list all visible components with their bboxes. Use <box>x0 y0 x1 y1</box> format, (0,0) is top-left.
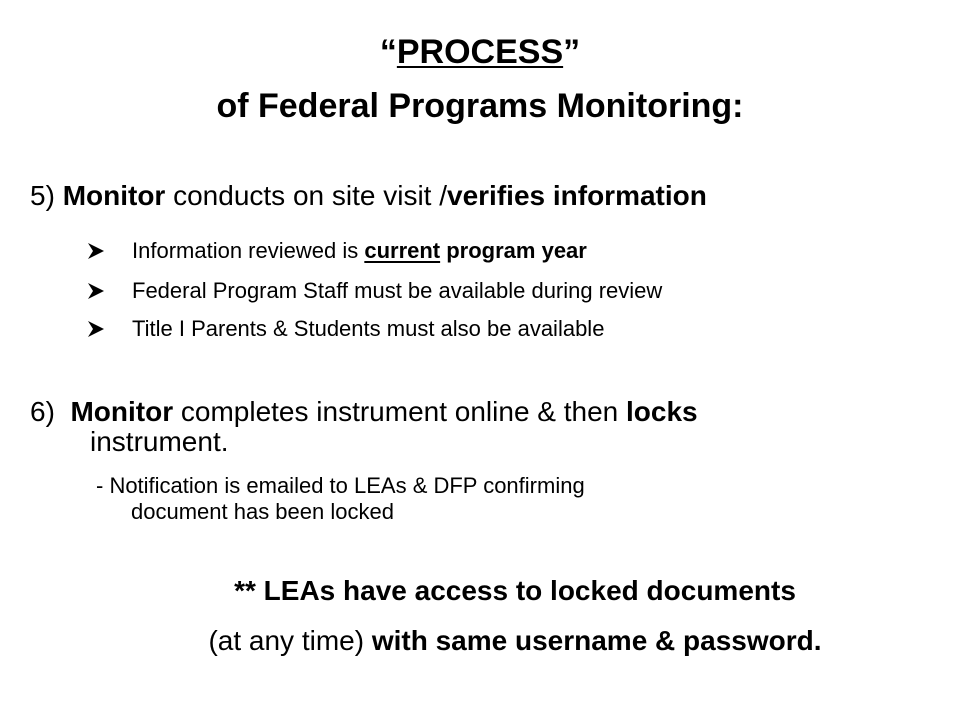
footer-line2-normal: (at any time) <box>208 625 365 656</box>
slide-title-line1 <box>0 32 960 72</box>
item-6-line2: instrument. <box>90 426 229 457</box>
arrow-bullet-icon <box>86 278 106 304</box>
item-6-line1 <box>30 396 698 428</box>
item-5-bold-verifies: verifies information <box>447 180 707 211</box>
item-5-bold-monitor: Monitor <box>62 180 166 211</box>
footer-line1: ** LEAs have access to locked documents <box>234 575 796 606</box>
title-open-quote: “ <box>379 33 397 71</box>
bullet-1-text <box>132 238 587 264</box>
item-6-note-line2: document has been locked <box>131 499 394 524</box>
footer-line2-bold: with same username & password. <box>371 625 822 656</box>
item-6-bold-monitor: Monitor <box>70 396 174 427</box>
arrow-bullet-icon <box>86 238 106 264</box>
bullet-1-current: current <box>364 238 441 263</box>
item-5-number: 5) <box>30 180 55 211</box>
footer-line2 <box>0 624 960 658</box>
slide-title-line2: of Federal Programs Monitoring: <box>216 87 744 125</box>
title-process-word: PROCESS <box>396 33 564 71</box>
item-6-text: completes instrument online & then <box>180 396 619 427</box>
bullet-2-text: Federal Program Staff must be available during review <box>132 278 663 303</box>
arrow-bullet-icon <box>86 316 106 342</box>
title-close-quote: ” <box>563 33 581 71</box>
item-5-text: conducts on site visit / <box>173 180 448 211</box>
bullet-1-program-year: program year <box>440 238 587 263</box>
bullet-1-pre: Information reviewed is <box>132 238 365 263</box>
item-6-number: 6) <box>30 396 55 427</box>
item-5 <box>30 180 707 212</box>
item-6-note-line1: - Notification is emailed to LEAs & DFP confirming <box>96 473 585 498</box>
bullet-3-text: Title I Parents & Students must also be available <box>132 316 605 341</box>
item-6-bold-locks: locks <box>626 396 698 427</box>
